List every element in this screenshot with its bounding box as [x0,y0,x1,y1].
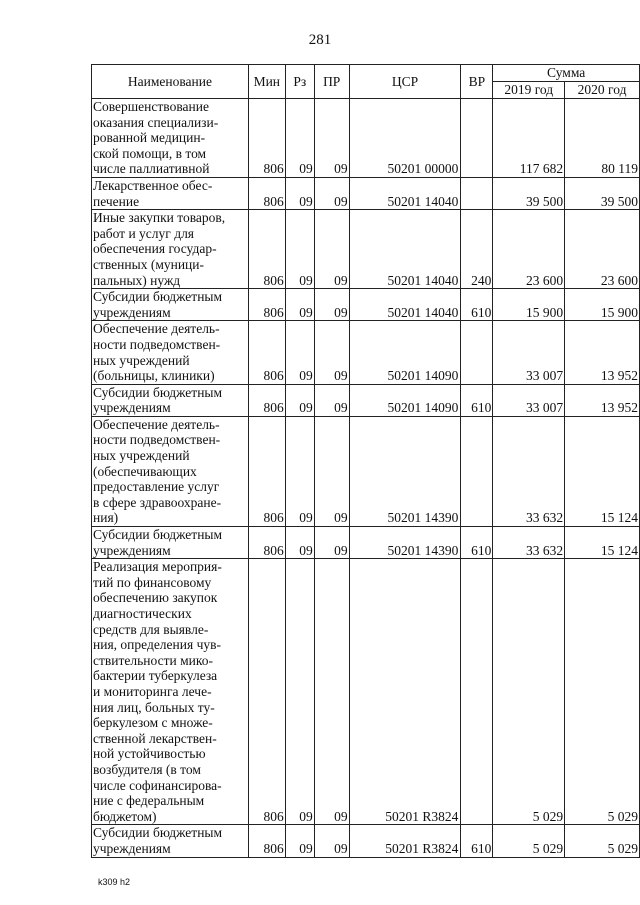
cell-vr [461,99,493,178]
cell-min: 806 [248,384,285,416]
cell-rz: 09 [285,416,314,526]
cell-2019: 15 900 [493,289,565,321]
cell-csr: 50201 14040 [349,210,461,289]
cell-rz: 09 [285,321,314,384]
cell-vr: 610 [461,289,493,321]
table-row [92,416,640,526]
cell-2020: 5 029 [565,825,640,857]
cell-pr: 09 [314,210,349,289]
cell-pr: 09 [314,559,349,825]
cell-pr: 09 [314,384,349,416]
cell-rz: 09 [285,210,314,289]
cell-2019: 5 029 [493,825,565,857]
cell-csr: 50201 00000 [349,99,461,178]
cell-2020: 5 029 [565,559,640,825]
cell-pr: 09 [314,321,349,384]
cell-2019: 5 029 [493,559,565,825]
table-row [92,210,640,289]
cell-min: 806 [248,825,285,857]
table-body [92,99,640,858]
header-2019: 2019 год [493,82,565,99]
header-sum: Сумма [493,65,640,82]
cell-min: 806 [248,527,285,559]
table-row [92,321,640,384]
table-row [92,559,640,825]
header-pr: ПР [314,65,349,99]
cell-vr [461,416,493,526]
table-row [92,825,640,857]
cell-2020: 15 124 [565,416,640,526]
cell-pr: 09 [314,416,349,526]
header-csr: ЦСР [349,65,461,99]
page-number: 281 [308,32,332,48]
cell-csr: 50201 14040 [349,177,461,209]
cell-vr: 610 [461,825,493,857]
cell-vr: 240 [461,210,493,289]
cell-name: Совершенствование оказания специализи- рованной медицин- ской помощи, в том числе паллиативной [92,99,249,178]
header-name: Наименование [92,65,249,99]
cell-name: Реализация мероприя- тий по финансовому обеспечению закупок диагностических средств для выявле- ния, определения чув- ствительности мико- бактерии туберкулеза и мониторинга лече- ния лиц, больных ту- беркулезом с множе- ственной лекарствен- ной устойчивостью возбудителя (в том числе софинансирова- ние с федеральным бюджетом) [92,559,249,825]
budget-table [91,64,640,858]
cell-2019: 33 007 [493,321,565,384]
footer-code: k309 h2 [98,877,131,887]
cell-pr: 09 [314,99,349,178]
cell-2019: 117 682 [493,99,565,178]
cell-name: Обеспечение деятель- ности подведомствен- ных учреждений (обеспечивающих предоставление услуг в сфере здравоохране- ния) [92,416,249,526]
cell-2020: 39 500 [565,177,640,209]
header-min: Мин [248,65,285,99]
cell-pr: 09 [314,825,349,857]
cell-min: 806 [248,416,285,526]
cell-2019: 23 600 [493,210,565,289]
header-2020: 2020 год [565,82,640,99]
cell-name: Субсидии бюджетным учреждениям [92,825,249,857]
table-header [92,65,640,99]
cell-rz: 09 [285,559,314,825]
table-row [92,289,640,321]
header-rz: Рз [285,65,314,99]
cell-pr: 09 [314,527,349,559]
cell-2019: 39 500 [493,177,565,209]
cell-name: Обеспечение деятель- ности подведомствен- ных учреждений (больницы, клиники) [92,321,249,384]
cell-min: 806 [248,210,285,289]
cell-2020: 15 900 [565,289,640,321]
cell-2019: 33 007 [493,384,565,416]
header-vr: ВР [461,65,493,99]
cell-rz: 09 [285,825,314,857]
table-row [92,384,640,416]
cell-vr: 610 [461,384,493,416]
cell-pr: 09 [314,289,349,321]
cell-rz: 09 [285,289,314,321]
cell-name: Субсидии бюджетным учреждениям [92,527,249,559]
cell-rz: 09 [285,384,314,416]
cell-csr: 50201 14090 [349,321,461,384]
cell-vr [461,321,493,384]
cell-csr: 50201 R3824 [349,825,461,857]
cell-name: Субсидии бюджетным учреждениям [92,384,249,416]
cell-vr [461,177,493,209]
cell-csr: 50201 14390 [349,416,461,526]
cell-rz: 09 [285,527,314,559]
cell-2019: 33 632 [493,416,565,526]
cell-2020: 15 124 [565,527,640,559]
cell-2020: 23 600 [565,210,640,289]
cell-name: Лекарственное обес- печение [92,177,249,209]
cell-2020: 13 952 [565,384,640,416]
cell-name: Иные закупки товаров, работ и услуг для обеспечения государ- ственных (муници- пальных) нужд [92,210,249,289]
cell-min: 806 [248,177,285,209]
cell-2019: 33 632 [493,527,565,559]
cell-2020: 80 119 [565,99,640,178]
cell-csr: 50201 14090 [349,384,461,416]
cell-pr: 09 [314,177,349,209]
cell-vr: 610 [461,527,493,559]
cell-csr: 50201 14040 [349,289,461,321]
table-row [92,527,640,559]
table-row [92,99,640,178]
cell-min: 806 [248,99,285,178]
cell-min: 806 [248,289,285,321]
cell-csr: 50201 R3824 [349,559,461,825]
cell-csr: 50201 14390 [349,527,461,559]
cell-2020: 13 952 [565,321,640,384]
cell-name: Субсидии бюджетным учреждениям [92,289,249,321]
cell-rz: 09 [285,99,314,178]
table-row [92,177,640,209]
cell-min: 806 [248,559,285,825]
cell-rz: 09 [285,177,314,209]
cell-vr [461,559,493,825]
cell-min: 806 [248,321,285,384]
